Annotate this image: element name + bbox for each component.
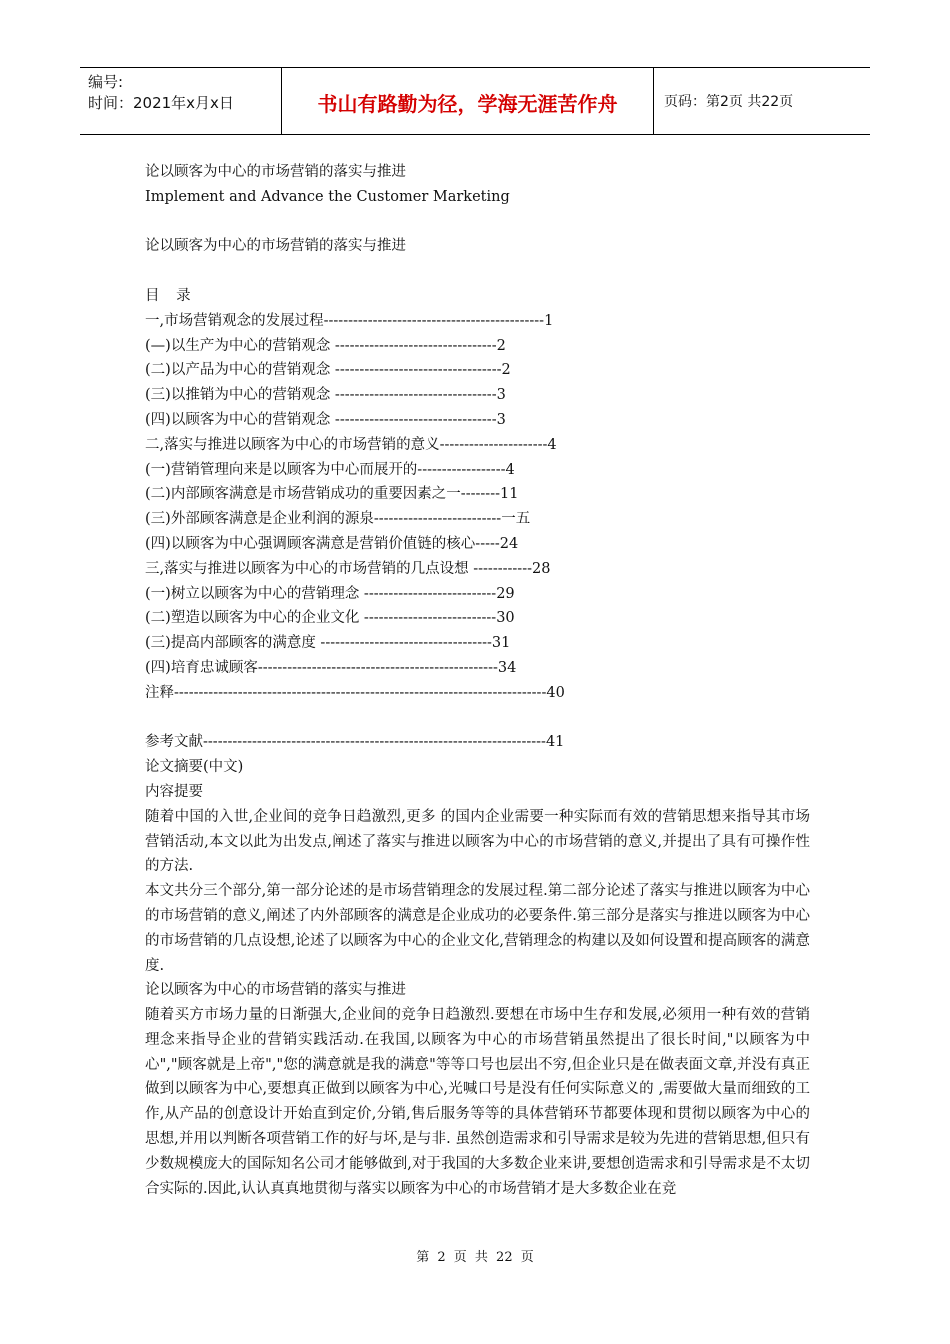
title-cn: 论以顾客为中心的市场营销的落实与推进 (145, 164, 406, 180)
toc-entry: (三)外部顾客满意是企业利润的源泉--------------------------一五 (145, 511, 531, 528)
time-label: 时间：2021年x月x日 (88, 94, 234, 112)
abstract-subheading: 内容提要 (145, 783, 203, 800)
toc-entry: (二)内部顾客满意是市场营销成功的重要因素之一--------11 (145, 486, 519, 503)
document-body (145, 160, 810, 1201)
serial-label: 编号: (88, 73, 124, 91)
toc-entry: (一)营销管理向来是以顾客为中心而展开的------------------4 (145, 461, 515, 478)
page-header (80, 67, 870, 135)
header-page-info: 页码：第2页 共22页 (664, 94, 794, 110)
toc-entry: (—)以生产为中心的营销观念 ---------------------------------2 (145, 337, 506, 354)
title-en: Implement and Advance the Customer Marketing (145, 188, 510, 205)
toc-heading: 目 录 (145, 287, 197, 304)
toc-entry: 二,落实与推进以顾客为中心的市场营销的意义----------------------4 (145, 436, 557, 453)
title-cn-repeat: 论以顾客为中心的市场营销的落实与推进 (145, 238, 406, 255)
toc-entry: (二)塑造以顾客为中心的企业文化 ---------------------------30 (145, 610, 515, 627)
abstract-heading: 论文摘要(中文) (145, 759, 244, 776)
header-motto: 书山有路勤为径，学海无涯苦作舟 (282, 68, 654, 134)
page-footer: 第 2 页 共 22 页 (416, 1250, 534, 1265)
toc-entry: 注释----------------------------------------------------------------------------40 (145, 684, 565, 701)
toc-entry: (二)以产品为中心的营销观念 ----------------------------------2 (145, 362, 511, 379)
toc-entry: (三)提高内部顾客的满意度 -----------------------------------31 (145, 635, 511, 652)
body-heading: 论以顾客为中心的市场营销的落实与推进 (145, 982, 406, 999)
toc-entry: 三,落实与推进以顾客为中心的市场营销的几点设想 ------------28 (145, 560, 551, 577)
toc-entry: (四)培育忠诚顾客-------------------------------------------------34 (145, 659, 517, 676)
toc-entry: (三)以推销为中心的营销观念 ---------------------------------3 (145, 387, 506, 404)
body-paragraph: 随着买方市场力量的日渐强大,企业间的竞争日趋激烈.要想在市场中生存和发展,必须用一种有效的营销理念来指导企业的营销实践活动.在我国,以顾客为中心的市场营销虽然提出了很长时间,"以顾客为中心","顾客就是上帝","您的满意就是我的满意"等等口号也层出不穷,但企业只是在做表面文章,并没有真正做到以顾客为中心,要想真正做到以顾客为中心,光喊口号是没有任何实际意义的 ,需要做大量而细致的工作,从产品的创意设计开始直到定价,分销,售后服务等等的具体营销环节都要体现和贯彻以顾客为中心的思想,并用以判断各项营销工作的好与坏,是与非. 虽然创造需求和引导需求是较为先进的营销思想,但只有少数规模庞大的国际知名公司才能够做到,对于我国的大多数企业来讲,要想创造需求和引导需求是不太切合实际的.因此,认认真真地贯彻与落实以顾客为中心的市场营销才是大多数企业在竞 (145, 1007, 810, 1197)
toc-entry: (四)以顾客为中心强调顾客满意是营销价值链的核心-----24 (145, 535, 519, 552)
abstract-paragraph: 本文共分三个部分,第一部分论述的是市场营销理念的发展过程.第二部分论述了落实与推进以顾客为中心的市场营销的意义,阐述了内外部顾客的满意是企业成功的必要条件.第三部分是落实与推进以顾客为中心的市场营销的几点设想,论述了以顾客为中心的企业文化,营销理念的构建以及如何设置和提高顾客的满意度. (145, 883, 810, 974)
header-meta (80, 68, 282, 134)
toc-entry: (四)以顾客为中心的营销观念 ---------------------------------3 (145, 411, 506, 428)
toc-entry: 一,市场营销观念的发展过程---------------------------------------------1 (145, 312, 554, 329)
toc-references: 参考文献----------------------------------------------------------------------41 (145, 734, 565, 751)
toc-entry: (一)树立以顾客为中心的营销理念 ---------------------------29 (145, 585, 515, 602)
abstract-paragraph: 随着中国的入世,企业间的竞争日趋激烈,更多 的国内企业需要一种实际而有效的营销思想来指导其市场营销活动,本文以此为出发点,阐述了落实与推进以顾客为中心的市场营销的意义,并提出了具有可操作性的方法. (145, 808, 810, 875)
